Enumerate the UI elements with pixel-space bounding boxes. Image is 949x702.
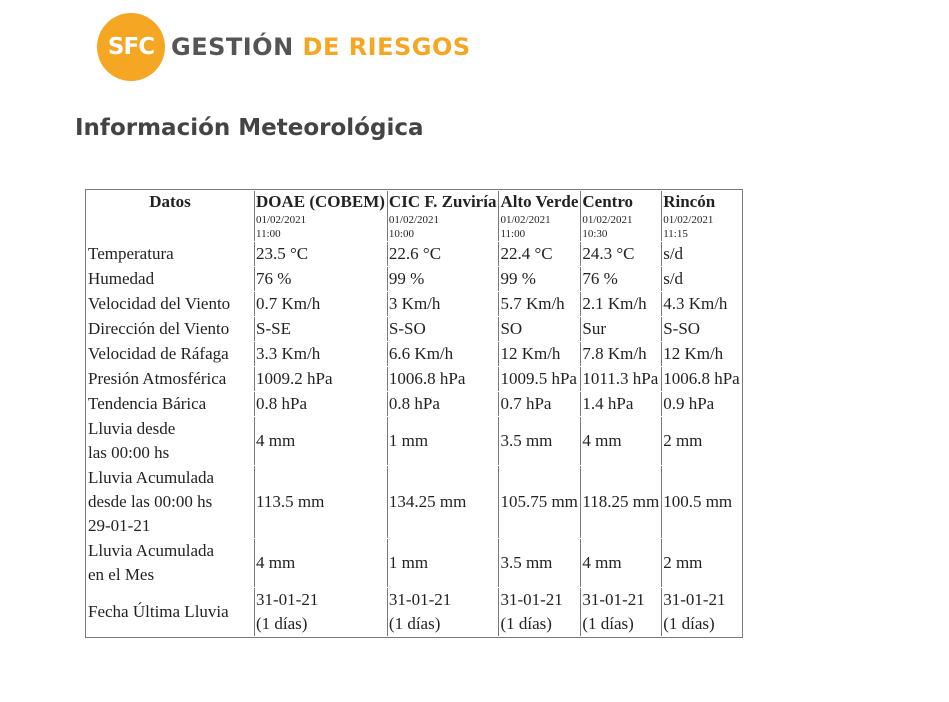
row-label-line: Tendencia Bárica xyxy=(88,394,207,413)
cell-value: 5.7 Km/h xyxy=(498,292,579,316)
row-label-line: Humedad xyxy=(88,269,155,288)
cell-value xyxy=(580,588,660,636)
row-label xyxy=(87,588,253,636)
cell-value-line: 31-01-21 xyxy=(500,590,563,609)
table-body xyxy=(87,242,741,636)
cell-value: 1011.3 hPa xyxy=(580,367,660,391)
station-name: Centro xyxy=(582,192,634,211)
cell-value: 23.5 °C xyxy=(254,242,386,266)
station-name: Alto Verde xyxy=(500,192,579,211)
cell-value xyxy=(498,588,579,636)
table-row xyxy=(87,417,741,465)
cell-value: 1009.2 hPa xyxy=(254,367,386,391)
cell-value: Sur xyxy=(580,317,660,341)
cell-value: SO xyxy=(498,317,579,341)
cell-value: 1 mm xyxy=(387,539,498,587)
logo-text-accent: DE RIESGOS xyxy=(302,33,471,61)
cell-value-line: 31-01-21 xyxy=(582,590,645,609)
cell-value: 4 mm xyxy=(580,539,660,587)
station-name: Rincón xyxy=(663,192,716,211)
row-label-line: Presión Atmosférica xyxy=(88,369,227,388)
cell-value: 0.8 hPa xyxy=(387,392,498,416)
row-label xyxy=(87,539,253,587)
row-label xyxy=(87,317,253,341)
table-row xyxy=(87,367,741,391)
cell-value: 113.5 mm xyxy=(254,466,386,538)
station-time: 10:30 xyxy=(582,228,608,240)
corner-header: Datos xyxy=(149,192,191,211)
cell-value: 2.1 Km/h xyxy=(580,292,660,316)
row-label-line: Temperatura xyxy=(88,244,174,263)
row-label xyxy=(87,367,253,391)
cell-value: 12 Km/h xyxy=(498,342,579,366)
station-time: 11:15 xyxy=(663,228,688,240)
station-time: 11:00 xyxy=(256,228,281,240)
row-label xyxy=(87,392,253,416)
weather-table xyxy=(85,189,743,638)
cell-value: 4 mm xyxy=(254,417,386,465)
row-label xyxy=(87,267,253,291)
cell-value: 3.5 mm xyxy=(498,539,579,587)
table-row xyxy=(87,317,741,341)
cell-value: 24.3 °C xyxy=(580,242,660,266)
station-header xyxy=(661,191,741,241)
station-name: CIC F. Zuviría xyxy=(388,192,497,211)
cell-value: 3.3 Km/h xyxy=(254,342,386,366)
table-row xyxy=(87,267,741,291)
row-label xyxy=(87,242,253,266)
cell-value: 7.8 Km/h xyxy=(580,342,660,366)
cell-value: 1006.8 hPa xyxy=(387,367,498,391)
cell-value: 118.25 mm xyxy=(580,466,660,538)
row-label-line: Fecha Última Lluvia xyxy=(88,602,229,621)
table-row xyxy=(87,292,741,316)
cell-value: 22.6 °C xyxy=(387,242,498,266)
cell-value: 22.4 °C xyxy=(498,242,579,266)
cell-value: 2 mm xyxy=(661,539,741,587)
row-label-line: Velocidad de Ráfaga xyxy=(88,344,229,363)
row-label-line: Dirección del Viento xyxy=(88,319,230,338)
cell-value: 99 % xyxy=(498,267,579,291)
cell-value: 99 % xyxy=(387,267,498,291)
cell-value-line: (1 días) xyxy=(388,614,441,633)
cell-value: s/d xyxy=(661,242,741,266)
cell-value-line: (1 días) xyxy=(582,614,634,633)
row-label-line: en el Mes xyxy=(88,565,155,584)
table-header-row xyxy=(87,191,741,241)
table-row xyxy=(87,242,741,266)
row-label-line: Lluvia desde xyxy=(88,419,176,438)
cell-value: 1006.8 hPa xyxy=(661,367,741,391)
row-label xyxy=(87,466,253,538)
row-label xyxy=(87,292,253,316)
cell-value: S-SO xyxy=(387,317,498,341)
cell-value: 134.25 mm xyxy=(387,466,498,538)
cell-value: 4 mm xyxy=(580,417,660,465)
cell-value: 100.5 mm xyxy=(661,466,741,538)
station-time: 10:00 xyxy=(388,228,414,240)
table-row xyxy=(87,392,741,416)
station-header xyxy=(580,191,660,241)
row-label-line: Lluvia Acumulada xyxy=(88,468,215,487)
cell-value: 1.4 hPa xyxy=(580,392,660,416)
station-date: 01/02/2021 xyxy=(388,214,440,226)
table-row xyxy=(87,588,741,636)
row-label-line: Velocidad del Viento xyxy=(88,294,231,313)
cell-value: S-SO xyxy=(661,317,741,341)
station-date: 01/02/2021 xyxy=(500,214,551,226)
row-label-line: las 00:00 hs xyxy=(88,443,170,462)
station-name: DOAE (COBEM) xyxy=(256,192,385,211)
station-date: 01/02/2021 xyxy=(256,214,307,226)
station-date: 01/02/2021 xyxy=(663,214,714,226)
cell-value: 76 % xyxy=(580,267,660,291)
row-label xyxy=(87,417,253,465)
cell-value: 3.5 mm xyxy=(498,417,579,465)
cell-value-line: (1 días) xyxy=(256,614,308,633)
cell-value: 1009.5 hPa xyxy=(498,367,579,391)
cell-value xyxy=(387,588,498,636)
row-label xyxy=(87,342,253,366)
logo-badge: SFC xyxy=(97,13,165,81)
cell-value-line: (1 días) xyxy=(663,614,715,633)
cell-value-line: 31-01-21 xyxy=(663,590,726,609)
cell-value: 1 mm xyxy=(387,417,498,465)
cell-value: 0.8 hPa xyxy=(254,392,386,416)
cell-value: s/d xyxy=(661,267,741,291)
cell-value-line: 31-01-21 xyxy=(256,590,319,609)
cell-value xyxy=(254,588,386,636)
cell-value: 4 mm xyxy=(254,539,386,587)
page-title: Información Meteorológica xyxy=(75,115,424,141)
row-label-line: desde las 00:00 hs xyxy=(88,492,213,511)
cell-value: 0.7 Km/h xyxy=(254,292,386,316)
station-date: 01/02/2021 xyxy=(582,214,633,226)
cell-value-line: 31-01-21 xyxy=(388,590,452,609)
cell-value: 2 mm xyxy=(661,417,741,465)
row-label-line: 29-01-21 xyxy=(88,516,151,535)
table-row xyxy=(87,539,741,587)
cell-value: 6.6 Km/h xyxy=(387,342,498,366)
site-header xyxy=(0,0,949,94)
cell-value: 0.9 hPa xyxy=(661,392,741,416)
site-logo[interactable] xyxy=(97,13,471,81)
cell-value: 3 Km/h xyxy=(387,292,498,316)
logo-text-primary: GESTIÓN xyxy=(171,33,294,61)
cell-value: 105.75 mm xyxy=(498,466,579,538)
row-label-line: Lluvia Acumulada xyxy=(88,541,215,560)
station-header xyxy=(498,191,579,241)
station-header xyxy=(254,191,386,241)
cell-value: 0.7 hPa xyxy=(498,392,579,416)
table-row xyxy=(87,342,741,366)
table-row xyxy=(87,466,741,538)
cell-value: 12 Km/h xyxy=(661,342,741,366)
station-time: 11:00 xyxy=(500,228,526,240)
cell-value: 76 % xyxy=(254,267,386,291)
cell-value: S-SE xyxy=(254,317,386,341)
cell-value-line: (1 días) xyxy=(500,614,552,633)
logo-wordmark xyxy=(171,33,471,61)
cell-value xyxy=(661,588,741,636)
cell-value: 4.3 Km/h xyxy=(661,292,741,316)
station-header xyxy=(387,191,498,241)
